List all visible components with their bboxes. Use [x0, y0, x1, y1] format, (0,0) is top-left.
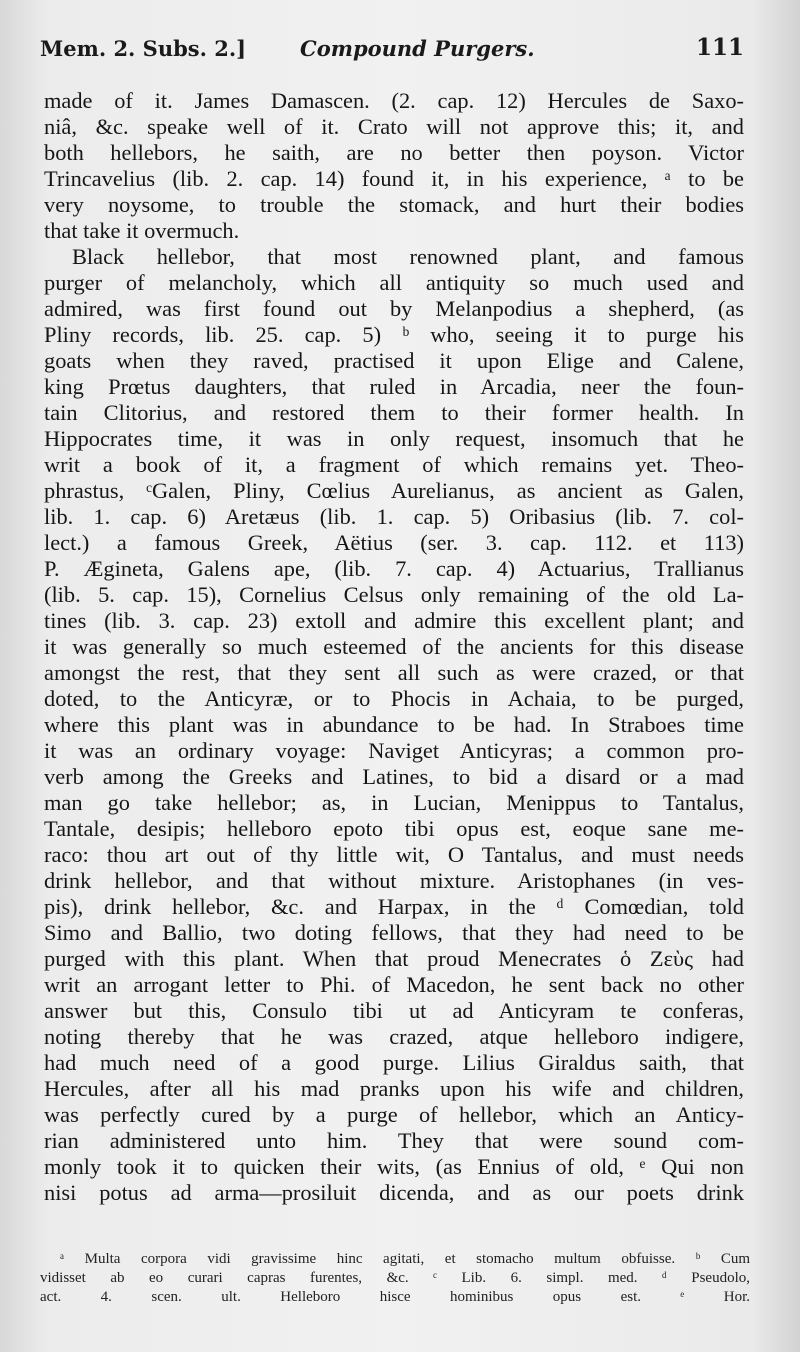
text-line: Simo and Ballio, two doting fellows, that they had need to be	[44, 920, 744, 945]
text-line: had much need of a good purge. Lilius Giraldus saith, that	[44, 1050, 744, 1075]
text-line: Hercules, after all his mad pranks upon his wife and children,	[44, 1076, 744, 1101]
text-line: admired, was first found out by Melanpodius a shepherd, (as	[44, 296, 744, 321]
running-head	[40, 30, 744, 70]
text-line: P. Ægineta, Galens ape, (lib. 7. cap. 4) Actuarius, Trallianus	[44, 556, 744, 581]
text-line: made of it. James Damascen. (2. cap. 12) Hercules de Saxo-	[44, 88, 744, 113]
text-line: Pliny records, lib. 25. cap. 5) ᵇ who, seeing it to purge his	[44, 322, 744, 347]
main-text	[44, 88, 744, 1206]
text-line: Hippocrates time, it was in only request, insomuch that he	[44, 426, 744, 451]
text-line: (lib. 5. cap. 15), Cornelius Celsus only remaining of the old La-	[44, 582, 744, 607]
text-line: tines (lib. 3. cap. 23) extoll and admire this excellent plant; and	[44, 608, 744, 633]
footnote-line: act. 4. scen. ult. Helleboro hisce hominibus opus est. ᵉ Hor.	[40, 1289, 750, 1305]
text-line: man go take hellebor; as, in Lucian, Menippus to Tantalus,	[44, 790, 744, 815]
text-line: purger of melancholy, which all antiquity so much used and	[44, 270, 744, 295]
text-line: writ a book of it, a fragment of which remains yet. Theo-	[44, 452, 744, 477]
text-line: drink hellebor, and that without mixture. Aristophanes (in ves-	[44, 868, 744, 893]
text-line: writ an arrogant letter to Phi. of Macedon, he sent back no other	[44, 972, 744, 997]
section-reference: Mem. 2. Subs. 2.]	[40, 36, 247, 61]
text-line: noting thereby that he was crazed, atque helleboro indigere,	[44, 1024, 744, 1049]
text-line: verb among the Greeks and Latines, to bid a disard or a mad	[44, 764, 744, 789]
text-line: tain Clitorius, and restored them to their former health. In	[44, 400, 744, 425]
text-line: purged with this plant. When that proud Menecrates ὁ Ζεὺς had	[44, 946, 744, 971]
text-line: niâ, &c. speake well of it. Crato will not approve this; it, and	[44, 114, 744, 139]
text-line: phrastus, ᶜGalen, Pliny, Cœlius Aurelianus, as ancient as Galen,	[44, 478, 744, 503]
text-line: answer but this, Consulo tibi ut ad Anticyram te conferas,	[44, 998, 744, 1023]
chapter-title: Compound Purgers.	[300, 36, 535, 61]
text-line: king Prœtus daughters, that ruled in Arcadia, neer the foun-	[44, 374, 744, 399]
text-line: both hellebors, he saith, are no better then poyson. Victor	[44, 140, 744, 165]
text-line: it was generally so much esteemed of the ancients for this disease	[44, 634, 744, 659]
text-line: nisi potus ad arma—prosiluit dicenda, and as our poets drink	[44, 1180, 744, 1205]
page-number: 111	[695, 34, 744, 61]
text-line: Tantale, desipis; helleboro epoto tibi opus est, eoque sane me-	[44, 816, 744, 841]
footnotes	[40, 1250, 750, 1307]
text-line: rian administered unto him. They that were sound com-	[44, 1128, 744, 1153]
text-line: was perfectly cured by a purge of hellebor, which an Anticy-	[44, 1102, 744, 1127]
footnote-line: ᵃ Multa corpora vidi gravissime hinc agitati, et stomacho multum obfuisse. ᵇ Cum	[60, 1251, 750, 1267]
text-line: it was an ordinary voyage: Naviget Anticyras; a common pro-	[44, 738, 744, 763]
text-line: very noysome, to trouble the stomack, and hurt their bodies	[44, 192, 744, 217]
text-line: monly took it to quicken their wits, (as Ennius of old, ᵉ Qui non	[44, 1154, 744, 1179]
text-line: doted, to the Anticyræ, or to Phocis in Achaia, to be purged,	[44, 686, 744, 711]
text-line: Trincavelius (lib. 2. cap. 14) found it, in his experience, ᵃ to be	[44, 166, 744, 191]
text-line: goats when they raved, practised it upon Elige and Calene,	[44, 348, 744, 373]
text-line: lib. 1. cap. 6) Aretæus (lib. 1. cap. 5) Oribasius (lib. 7. col-	[44, 504, 744, 529]
text-line: raco: thou art out of thy little wit, O Tantalus, and must needs	[44, 842, 744, 867]
text-line: lect.) a famous Greek, Aëtius (ser. 3. cap. 112. et 113)	[44, 530, 744, 555]
text-line: Black hellebor, that most renowned plant, and famous	[72, 244, 744, 269]
text-line: pis), drink hellebor, &c. and Harpax, in the ᵈ Comœdian, told	[44, 894, 744, 919]
text-line: amongst the rest, that they sent all such as were crazed, or that	[44, 660, 744, 685]
text-line: that take it overmuch.	[44, 218, 240, 243]
text-line: where this plant was in abundance to be had. In Straboes time	[44, 712, 744, 737]
footnote-line: vidisset ab eo curari capras furentes, &c. ᶜ Lib. 6. simpl. med. ᵈ Pseudolo,	[40, 1270, 750, 1286]
